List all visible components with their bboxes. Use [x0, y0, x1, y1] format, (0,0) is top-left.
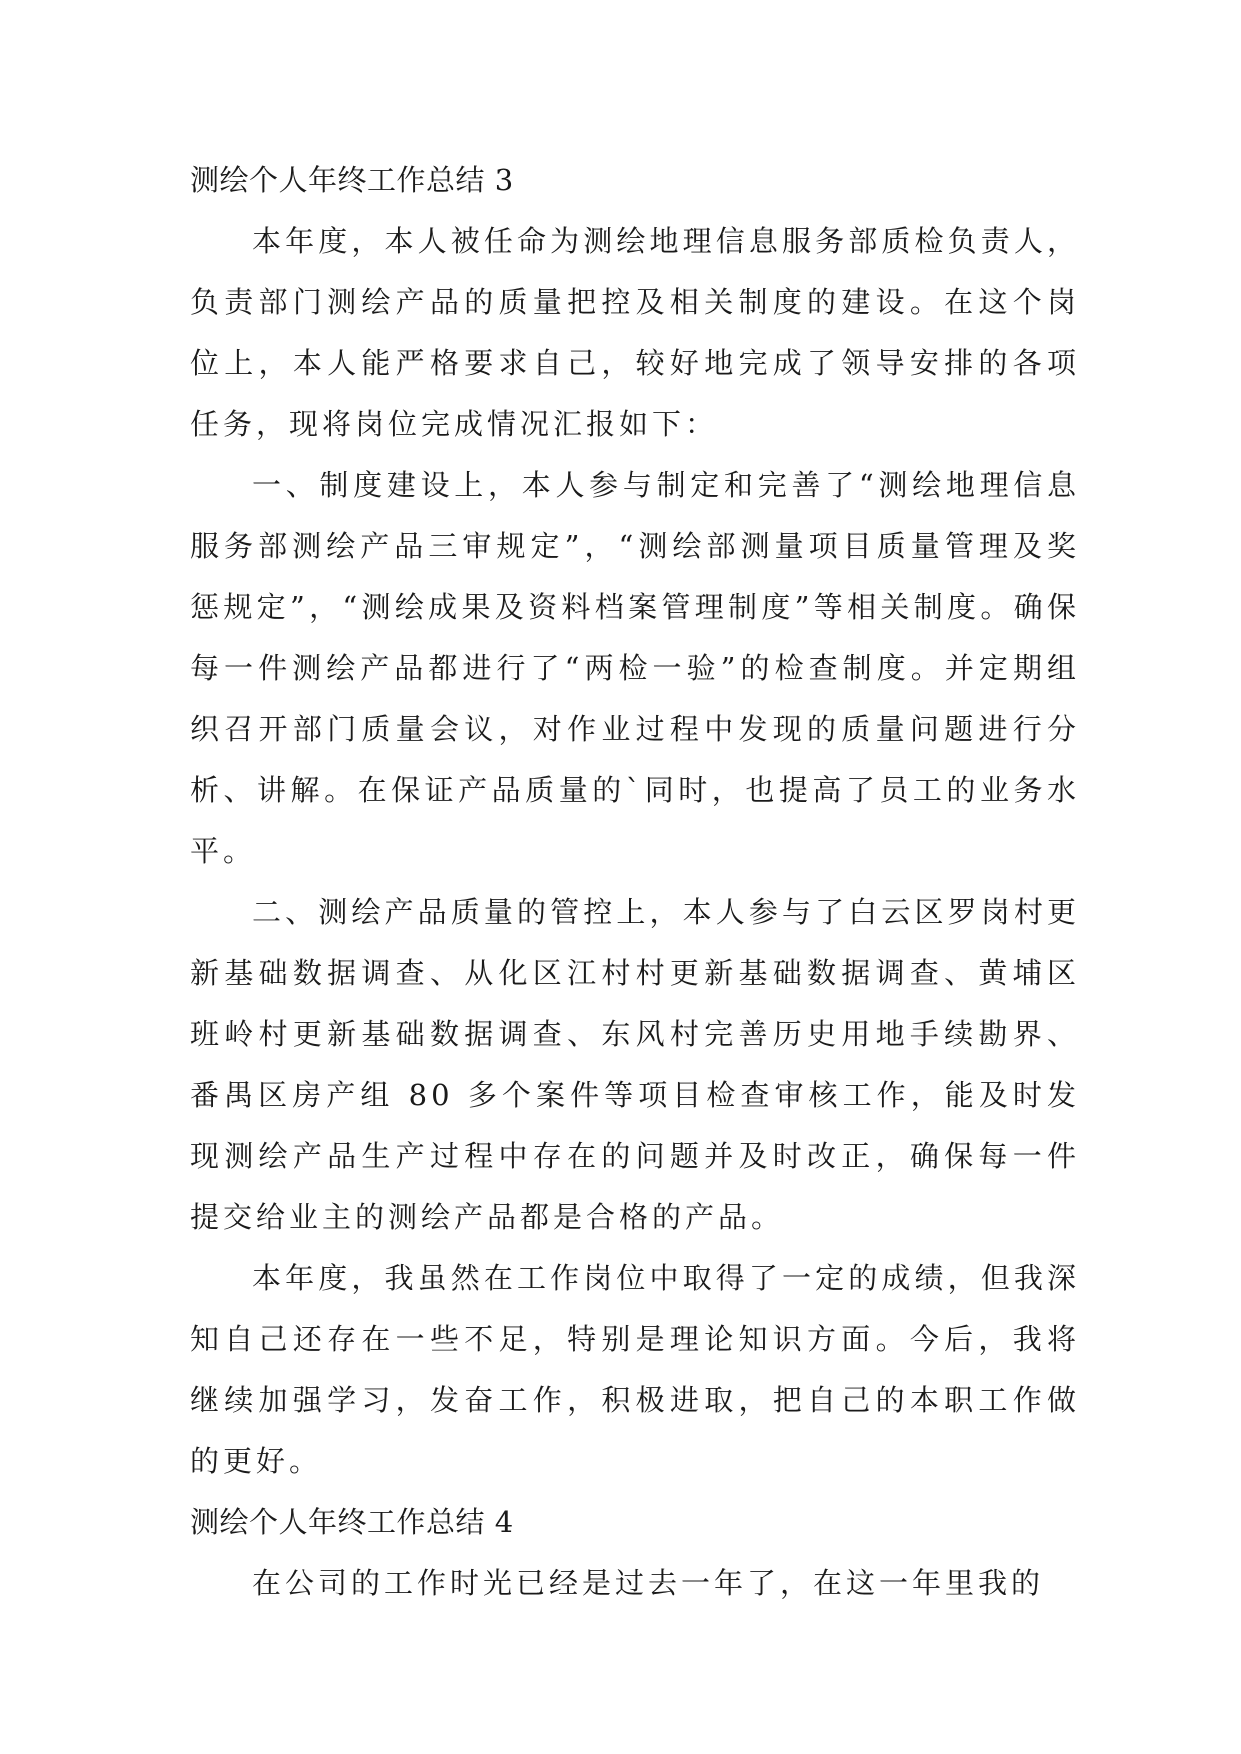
paragraph-quality-control: 二、测绘产品质量的管控上，本人参与了白云区罗岗村更新基础数据调查、从化区江村村更新基础数据调查、黄埔区班岭村更新基础数据调查、东风村完善历史用地手续勘界、番禺区房产组 80 多个案件等项目检查审核工作，能及时发现测绘产品生产过程中存在的问题并及时改正，确保每一件提交给业主的测绘产品都是合格的产品。 [190, 895, 1080, 1234]
paragraph-conclusion: 本年度，我虽然在工作岗位中取得了一定的成绩，但我深知自己还存在一些不足，特别是理论知识方面。今后，我将继续加强学习，发奋工作，积极进取，把自己的本职工作做的更好。 [190, 1261, 1080, 1478]
document-body [190, 150, 1080, 1614]
section-heading-3: 测绘个人年终工作总结 3 [190, 163, 514, 197]
section-heading-4: 测绘个人年终工作总结 4 [190, 1505, 514, 1539]
paragraph-section4-start: 在公司的工作时光已经是过去一年了，在这一年里我的 [252, 1566, 1045, 1600]
paragraph-system-building: 一、制度建设上，本人参与制定和完善了“测绘地理信息服务部测绘产品三审规定”，“测绘部测量项目质量管理及奖惩规定”，“测绘成果及资料档案管理制度”等相关制度。确保每一件测绘产品都进行了“两检一验”的检查制度。并定期组织召开部门质量会议，对作业过程中发现的质量问题进行分析、讲解。在保证产品质量的`同时，也提高了员工的业务水平。 [190, 468, 1080, 868]
paragraph-intro: 本年度，本人被任命为测绘地理信息服务部质检负责人，负责部门测绘产品的质量把控及相关制度的建设。在这个岗位上，本人能严格要求自己，较好地完成了领导安排的各项任务，现将岗位完成情况汇报如下： [190, 224, 1080, 441]
